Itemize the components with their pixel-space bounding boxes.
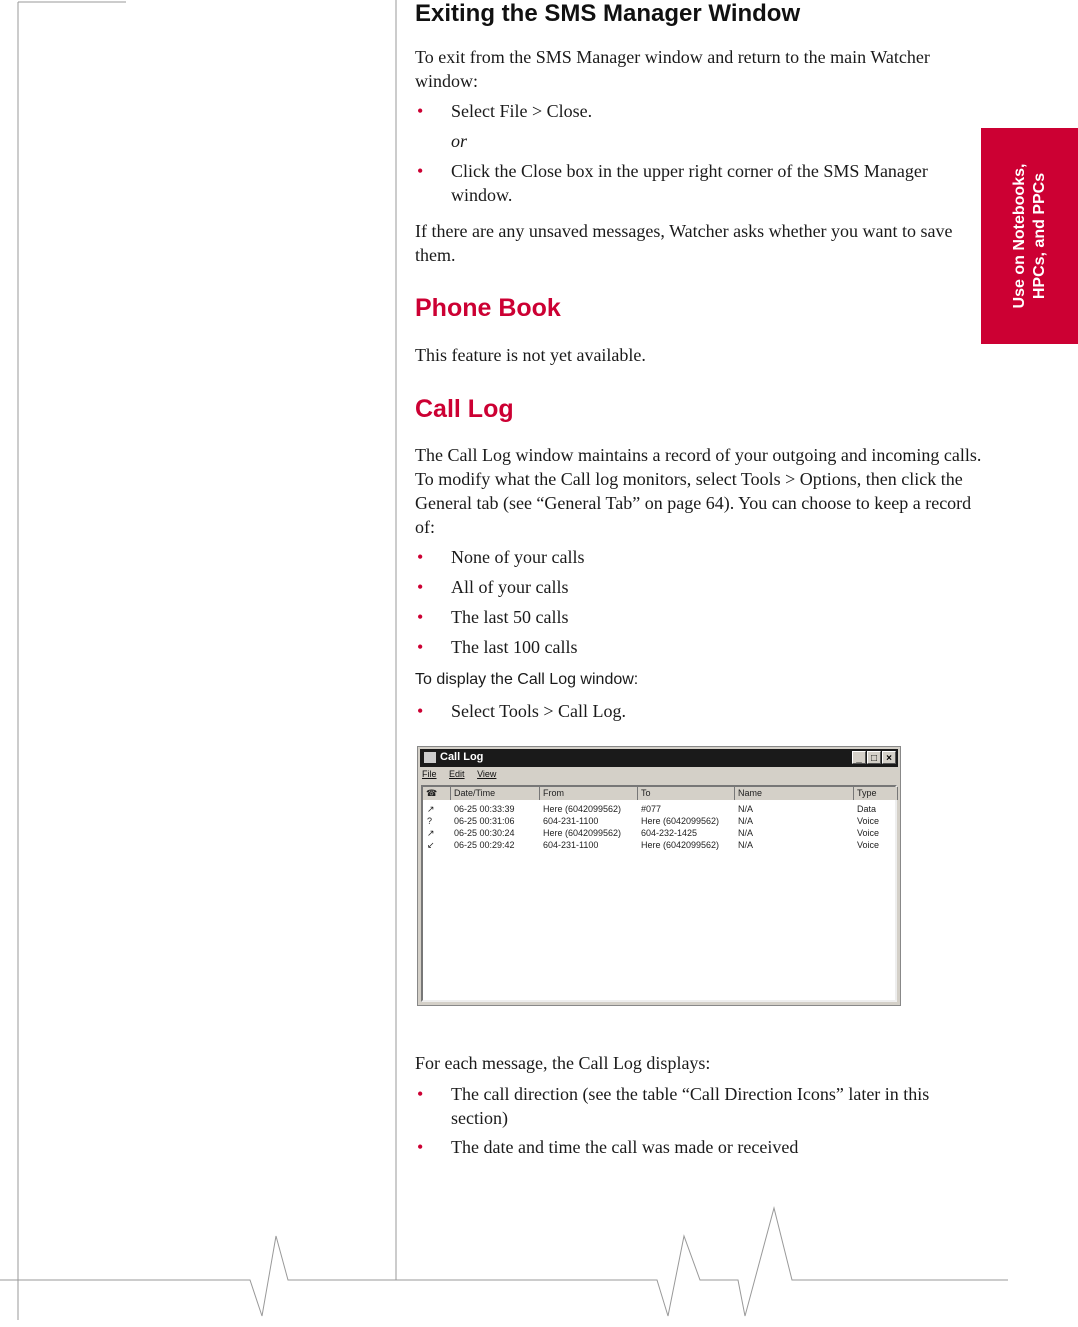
or-text: or — [451, 131, 468, 151]
table-row[interactable]: ? 06-25 00:31:06 604-231-1100 Here (6042099562) N/A Voice — [427, 816, 880, 826]
list-header — [423, 787, 895, 800]
exit-heading: Exiting the SMS Manager Window — [415, 0, 801, 27]
menu-view[interactable]: View — [477, 769, 497, 779]
window-title: Call Log — [440, 751, 484, 763]
call-list — [421, 785, 897, 1002]
app-icon — [424, 752, 436, 763]
window-titlebar — [420, 749, 898, 767]
bullet-icon: • — [417, 1084, 424, 1104]
side-tab — [981, 128, 1078, 344]
window-menubar — [422, 769, 506, 785]
phone-icon: ☎ — [426, 788, 438, 798]
minimize-icon[interactable]: _ — [852, 751, 866, 764]
heartbeat-line — [0, 1208, 1008, 1316]
table-row[interactable]: ↗ 06-25 00:30:24 Here (6042099562) 604-232-1425 N/A Voice — [427, 828, 880, 838]
column-header-name[interactable]: Name — [735, 787, 854, 800]
bullet-icon: • — [417, 547, 424, 567]
missed-icon: ? — [427, 816, 433, 826]
procedure-heading: To display the Call Log window: — [415, 671, 639, 688]
bullet-icon: • — [417, 101, 424, 121]
bullet-icon: • — [417, 637, 424, 657]
side-tab-label: Use on Notebooks, HPCs, and PPCs — [1010, 163, 1048, 309]
phonebook-text: This feature is not yet available. — [415, 345, 646, 365]
phonebook-heading: Phone Book — [415, 294, 561, 322]
exit-intro: To exit from the SMS Manager window and return to the main Watcher window: — [415, 47, 930, 91]
bullet-icon: • — [417, 1137, 424, 1157]
column-header-to[interactable]: To — [638, 787, 735, 800]
menu-edit[interactable]: Edit — [449, 769, 465, 779]
calllog-intro: The Call Log window maintains a record of your outgoing and incoming calls. To modify what the Call log monitors, select Tools > Options, then click the General tab (see “General Tab” on page 64). You can choose to keep a record of: — [415, 445, 982, 537]
calllog-window — [417, 746, 901, 1006]
column-header-type[interactable]: Type — [854, 787, 898, 800]
calllog-after: For each message, the Call Log displays: — [415, 1053, 711, 1073]
close-icon[interactable]: × — [882, 751, 896, 764]
calllog-heading: Call Log — [415, 395, 514, 423]
table-row[interactable]: ↗ 06-25 00:33:39 Here (6042099562) #077 N/A Data — [427, 804, 877, 814]
column-header-icon[interactable] — [423, 787, 451, 800]
menu-file[interactable]: File — [422, 769, 437, 779]
bullet-icon: • — [417, 701, 424, 721]
maximize-icon[interactable]: □ — [867, 751, 881, 764]
column-header-from[interactable]: From — [540, 787, 638, 800]
column-header-datetime[interactable]: Date/Time — [451, 787, 540, 800]
bullet-icon: • — [417, 577, 424, 597]
incoming-icon: ↙ — [427, 840, 435, 850]
outgoing-icon: ↗ — [427, 828, 435, 838]
bullet-icon: • — [417, 607, 424, 627]
table-row[interactable]: ↙ 06-25 00:29:42 604-231-1100 Here (6042099562) N/A Voice — [427, 840, 880, 850]
bullet-icon: • — [417, 161, 424, 181]
outgoing-icon: ↗ — [427, 804, 435, 814]
exit-note: If there are any unsaved messages, Watcher asks whether you want to save them. — [415, 221, 953, 265]
